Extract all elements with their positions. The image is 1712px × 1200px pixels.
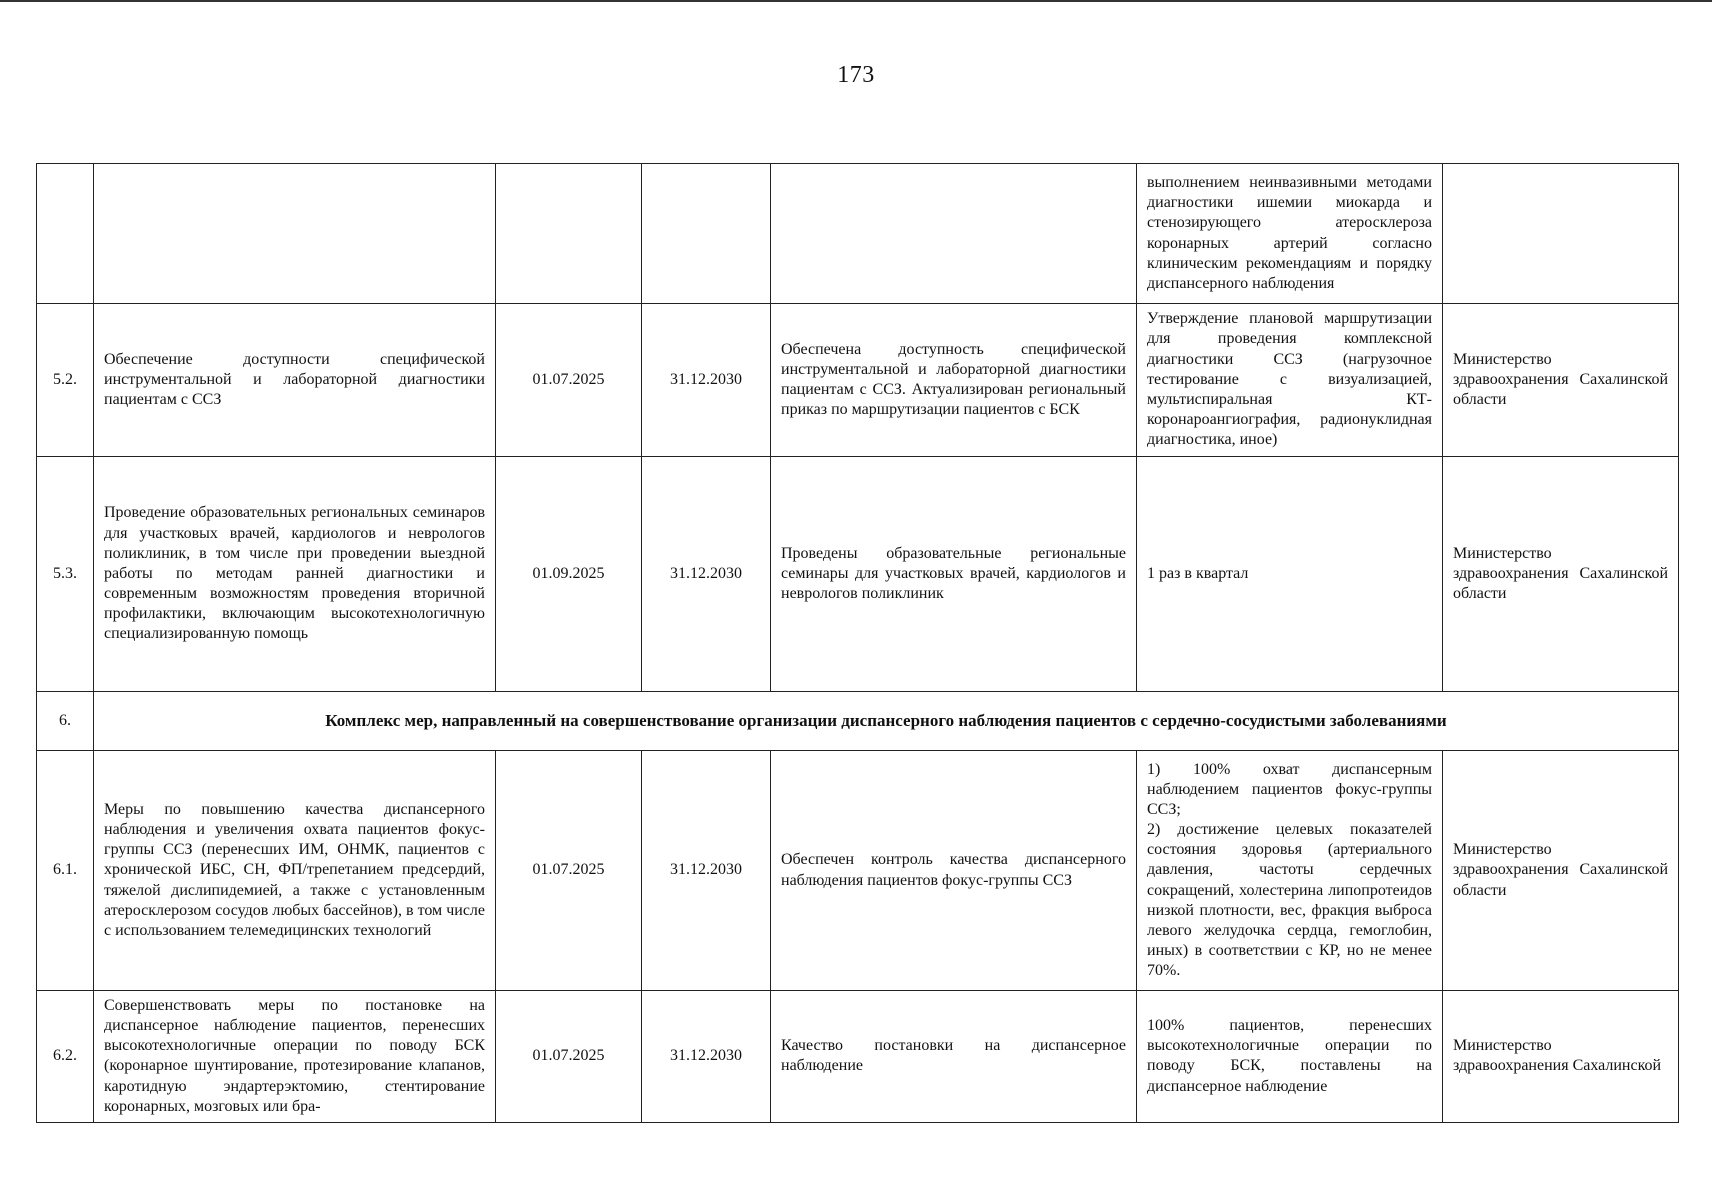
page-number: 173 — [837, 62, 875, 88]
section-row — [37, 692, 1679, 751]
start-date-cell — [496, 164, 642, 304]
measure-cell: Меры по повышению качества диспансерного наблюдения и увеличения охвата пациентов фокус-группы ССЗ (перенесших ИМ, ОНМК, пациентов с хронической ИБС, СН, ФП/трепетанием предсердий, тяжелой дислипидемией, а также с установленным атеросклерозом сосудов любых бассейнов), в том числе с использованием телемедицинских технологий — [94, 751, 496, 991]
measure-cell: Проведение образовательных региональных семинаров для участковых врачей, кардиологов и неврологов поликлиник, в том числе при проведении выездной работы по методам ранней диагностики и современным возможностям проведения вторичной профилактики, включающим высокотехнологичную специализированную помощь — [94, 456, 496, 692]
indicator-cell: 100% пациентов, перенесших высокотехнологичные операции по поводу БСК, поставлены на диспансерное наблюдение — [1137, 990, 1443, 1122]
indicator-cell: выполнением неинвазивными методами диагностики ишемии миокарда и стенозирующего атеросклероза коронарных артерий согласно клиническим рекомендациям и порядку диспансерного наблюдения — [1137, 164, 1443, 304]
measures-table — [36, 163, 1679, 1123]
table-row — [37, 456, 1679, 692]
row-number — [37, 164, 94, 304]
responsible-cell: Министерство здравоохранения Сахалинской области — [1443, 751, 1679, 991]
start-date-cell: 01.07.2025 — [496, 990, 642, 1122]
measure-cell — [94, 164, 496, 304]
indicator-item-2: 2) достижение целевых показателей состояния здоровья (артериального давления, частоты сердечных сокращений, холестерина липопротеидов низкой плотности, вес, фракция выброса левого желудочка сердца, гемоглобин, иных) в соответствии с КР, но не менее 70%. — [1147, 821, 1432, 980]
table-row — [37, 164, 1679, 304]
table-row — [37, 751, 1679, 991]
result-cell — [771, 164, 1137, 304]
responsible-cell: Министерство здравоохранения Сахалинской — [1443, 990, 1679, 1122]
result-cell: Обеспечена доступность специфической инструментальной и лабораторной диагностики пациентам с ССЗ. Актуализирован региональный приказ по маршрутизации пациентов с БСК — [771, 304, 1137, 456]
section-title: Комплекс мер, направленный на совершенствование организации диспансерного наблюдения пациентов с сердечно-сосудистыми заболеваниями — [94, 692, 1679, 751]
row-number: 6.2. — [37, 990, 94, 1122]
row-number: 6.1. — [37, 751, 94, 991]
result-cell: Проведены образовательные региональные семинары для участковых врачей, кардиологов и неврологов поликлиник — [771, 456, 1137, 692]
start-date-cell: 01.09.2025 — [496, 456, 642, 692]
end-date-cell: 31.12.2030 — [642, 990, 771, 1122]
table-row — [37, 304, 1679, 456]
indicator-cell: Утверждение плановой маршрутизации для проведения комплексной диагностики ССЗ (нагрузочное тестирование с визуализацией, мультиспиральная КТ-коронароангиография, радионуклидная диагностика, иное) — [1137, 304, 1443, 456]
row-number: 5.3. — [37, 456, 94, 692]
section-number: 6. — [37, 692, 94, 751]
end-date-cell: 31.12.2030 — [642, 456, 771, 692]
responsible-cell: Министерство здравоохранения Сахалинской области — [1443, 304, 1679, 456]
measure-cell: Совершенствовать меры по постановке на диспансерное наблюдение пациентов, перенесших высокотехнологичные операции по поводу БСК (коронарное шунтирование, протезирование клапанов, каротидную эндартерэктомию, стентирование коронарных, мозговых или бра- — [94, 990, 496, 1122]
start-date-cell: 01.07.2025 — [496, 304, 642, 456]
responsible-cell — [1443, 164, 1679, 304]
measure-cell: Обеспечение доступности специфической инструментальной и лабораторной диагностики пациентам с ССЗ — [94, 304, 496, 456]
end-date-cell — [642, 164, 771, 304]
table-row — [37, 990, 1679, 1122]
result-cell: Качество постановки на диспансерное наблюдение — [771, 990, 1137, 1122]
end-date-cell: 31.12.2030 — [642, 751, 771, 991]
end-date-cell: 31.12.2030 — [642, 304, 771, 456]
indicator-item-1: 1) 100% охват диспансерным наблюдением пациентов фокус-группы ССЗ; — [1147, 760, 1432, 818]
row-number: 5.2. — [37, 304, 94, 456]
responsible-cell: Министерство здравоохранения Сахалинской области — [1443, 456, 1679, 692]
indicator-cell — [1137, 751, 1443, 991]
indicator-cell: 1 раз в квартал — [1137, 456, 1443, 692]
top-page-rule — [0, 0, 1712, 2]
result-cell: Обеспечен контроль качества диспансерного наблюдения пациентов фокус-группы ССЗ — [771, 751, 1137, 991]
start-date-cell: 01.07.2025 — [496, 751, 642, 991]
